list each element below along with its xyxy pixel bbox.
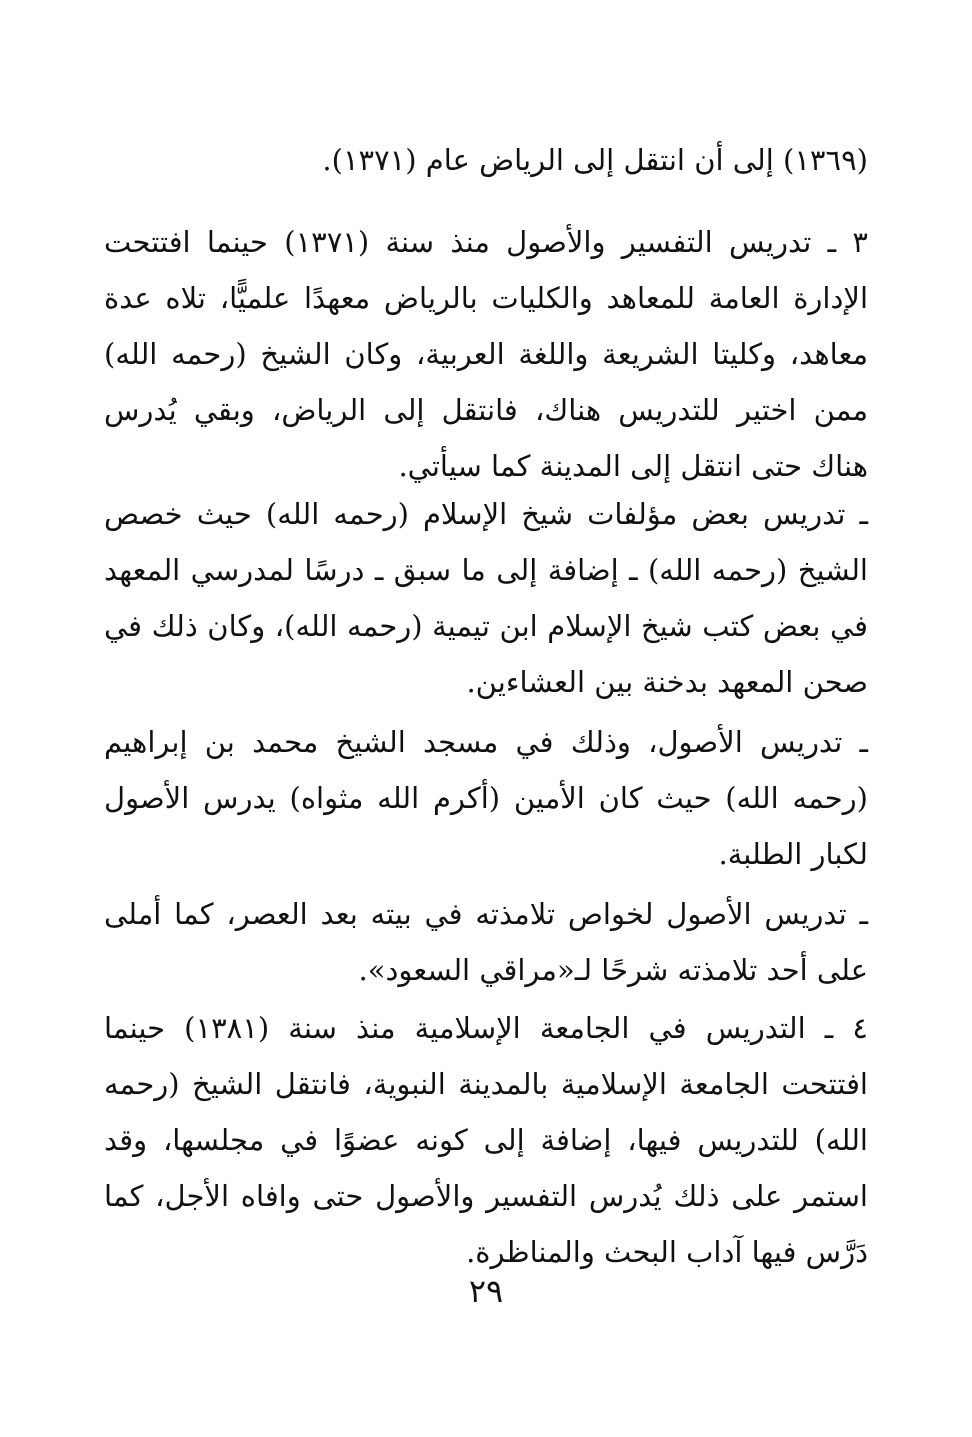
- paragraph-sub-item: [104, 486, 868, 710]
- page-number: ٢٩: [468, 1272, 504, 1310]
- paragraph-text: (١٣٦٩) إلى أن انتقل إلى الرياض عام (١٣٧١).: [322, 143, 868, 177]
- paragraph-sub-item: [104, 886, 868, 998]
- paragraph-text: ـ تدريس بعض مؤلفات شيخ الإسلام (رحمه الله) حيث خصص الشيخ (رحمه الله) ـ إضافة إلى ما سبق ـ درسًا لمدرسي المعهد في بعض كتب شيخ الإسلام ابن تيمية (رحمه الله)، وكان ذلك في صحن المعهد بدخنة بين العشاءين.: [104, 497, 868, 699]
- paragraph-sub-item: [104, 714, 868, 882]
- paragraph-text: ٣ ـ تدريس التفسير والأصول منذ سنة (١٣٧١) حينما افتتحت الإدارة العامة للمعاهد والكليات بالرياض معهدًا علميًّا، تلاه عدة معاهد، وكليتا الشريعة واللغة العربية، وكان الشيخ (رحمه الله) ممن اختير للتدريس هناك، فانتقل إلى الرياض، وبقي يُدرس هناك حتى انتقل إلى المدينة كما سيأتي.: [104, 225, 868, 483]
- paragraph-text: ـ تدريس الأصول، وذلك في مسجد الشيخ محمد بن إبراهيم (رحمه الله) حيث كان الأمين (أكرم الله مثواه) يدرس الأصول لكبار الطلبة.: [104, 725, 868, 871]
- paragraph-text: ـ تدريس الأصول لخواص تلامذته في بيته بعد العصر، كما أملى على أحد تلامذته شرحًا لـ«مراقي السعود».: [104, 897, 868, 987]
- paragraph-item-3: [104, 214, 868, 494]
- paragraph-item-4: [104, 1000, 868, 1280]
- paragraph-continuation: [104, 132, 868, 188]
- paragraph-text: ٤ ـ التدريس في الجامعة الإسلامية منذ سنة (١٣٨١) حينما افتتحت الجامعة الإسلامية بالمدينة النبوية، فانتقل الشيخ (رحمه الله) للتدريس فيها، إضافة إلى كونه عضوًا في مجلسها، وقد استمر على ذلك يُدرس التفسير والأصول حتى وافاه الأجل، كما دَرَّس فيها آداب البحث والمناظرة.: [104, 1011, 868, 1269]
